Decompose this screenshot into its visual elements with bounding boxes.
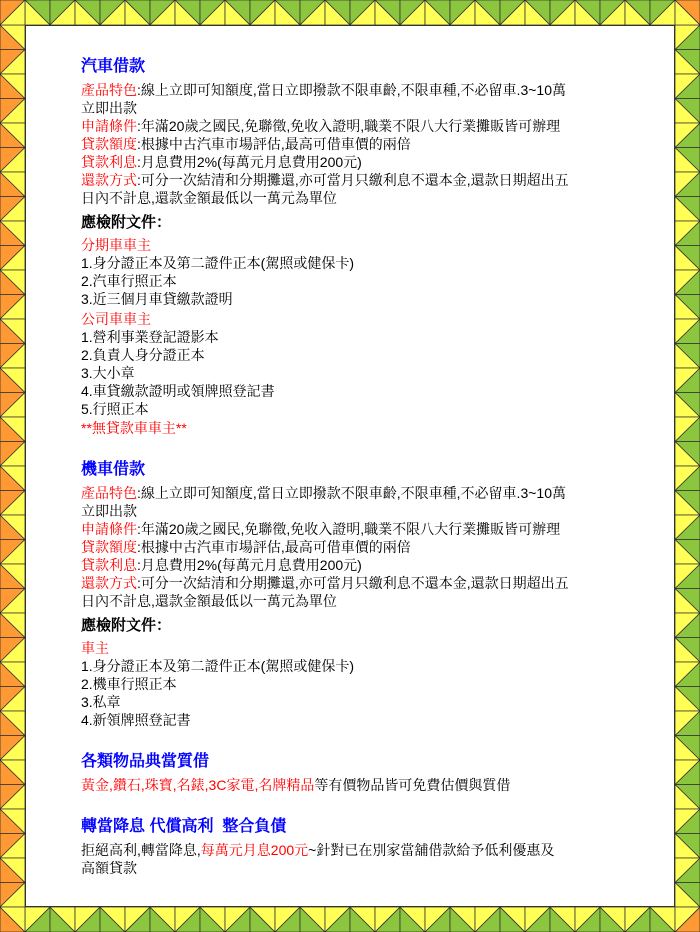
car-loan-section [81, 56, 651, 437]
feature-text: :線上立即可知額度,當日立即撥款不限車齡,不限車種,不必留車.3~10萬 [137, 485, 566, 501]
feature-row [81, 117, 651, 135]
scooter-loan-section [81, 459, 651, 729]
feature-row [81, 135, 651, 153]
feature-row-continued: 立即出款 [81, 503, 137, 519]
debt-consolidation-row [81, 841, 651, 859]
feature-row [81, 556, 651, 574]
feature-row [81, 171, 651, 189]
feature-label: 申請條件 [81, 521, 137, 537]
feature-label: 還款方式 [81, 575, 137, 591]
feature-row [81, 81, 651, 99]
document-item: 1.身分證正本及第二證件正本(駕照或健保卡) [81, 255, 354, 271]
documents-title: 應檢附文件： [81, 617, 172, 634]
feature-row-continued: 日內不計息,還款金額最低以一萬元為單位 [81, 593, 337, 609]
scooter-loan-title: 機車借款 [81, 461, 146, 478]
feature-label: 產品特色 [81, 82, 137, 98]
car-loan-title: 汽車借款 [81, 58, 146, 75]
feature-text: :可分一次結清和分期攤還,亦可當月只繳利息不還本金,還款日期超出五 [137, 172, 569, 188]
feature-row-continued: 日內不計息,還款金額最低以一萬元為單位 [81, 190, 337, 206]
document-item: 4.車貸繳款證明或領牌照登記書 [81, 383, 275, 399]
document-item: 2.汽車行照正本 [81, 273, 177, 289]
feature-row [81, 153, 651, 171]
feature-row [81, 520, 651, 538]
feature-row [81, 484, 651, 502]
document-item: 5.行照正本 [81, 401, 149, 417]
document-item: 2.機車行照正本 [81, 676, 177, 692]
pawn-items-highlight: 黃金,鑽石,珠寶,名錶,3C家電,名牌精品 [81, 777, 315, 793]
pawn-items-row [81, 776, 651, 794]
feature-text: :根據中古汽車市場評估,最高可借車價的兩倍 [137, 136, 411, 152]
feature-text: :月息費用2%(每萬元月息費用200元) [137, 557, 362, 573]
debt-consolidation-title: 轉當降息 代償高利 整合負債 [81, 818, 287, 835]
document-item: 2.負責人身分證正本 [81, 347, 205, 363]
feature-label: 申請條件 [81, 118, 137, 134]
feature-text: :年滿20歲之國民,免聯徵,免收入證明,職業不限八大行業攤販皆可辦理 [137, 118, 561, 134]
pawn-items-section [81, 751, 651, 794]
feature-label: 貸款額度 [81, 539, 137, 555]
debt-text-before: 拒絕高利,轉當降息, [81, 842, 201, 858]
page-content [81, 56, 651, 877]
debt-text-highlight: 每萬元月息200元 [200, 842, 309, 858]
pawn-items-title: 各類物品典當質借 [81, 753, 210, 770]
feature-label: 貸款利息 [81, 557, 137, 573]
document-item: 1.營利事業登記證影本 [81, 329, 219, 345]
document-group-label: 車主 [81, 640, 109, 656]
document-item: 3.私章 [81, 694, 121, 710]
debt-text-after: ~針對已在別家當舖借款給予低利優惠及 [308, 842, 555, 858]
feature-label: 產品特色 [81, 485, 137, 501]
feature-text: :月息費用2%(每萬元月息費用200元) [137, 154, 362, 170]
documents-title: 應檢附文件： [81, 214, 172, 231]
feature-label: 還款方式 [81, 172, 137, 188]
feature-label: 貸款額度 [81, 136, 137, 152]
feature-text: :根據中古汽車市場評估,最高可借車價的兩倍 [137, 539, 411, 555]
feature-text: :線上立即可知額度,當日立即撥款不限車齡,不限車種,不必留車.3~10萬 [137, 82, 566, 98]
document-group-label: 分期車車主 [81, 237, 151, 253]
document-item: 3.近三個月車貸繳款證明 [81, 291, 233, 307]
debt-consolidation-row-continued: 高額貸款 [81, 860, 137, 876]
feature-label: 貸款利息 [81, 154, 137, 170]
document-group-label: **無貸款車車主** [81, 420, 187, 436]
feature-text: :可分一次結清和分期攤還,亦可當月只繳利息不還本金,還款日期超出五 [137, 575, 569, 591]
feature-row [81, 538, 651, 556]
feature-row-continued: 立即出款 [81, 100, 137, 116]
document-item: 4.新領牌照登記書 [81, 712, 191, 728]
document-item: 1.身分證正本及第二證件正本(駕照或健保卡) [81, 658, 354, 674]
debt-consolidation-section [81, 816, 651, 877]
document-item: 3.大小章 [81, 365, 135, 381]
feature-row [81, 574, 651, 592]
pawn-items-text: 等有價物品皆可免費估價與質借 [314, 777, 511, 793]
feature-text: :年滿20歲之國民,免聯徵,免收入證明,職業不限八大行業攤販皆可辦理 [137, 521, 561, 537]
document-group-label: 公司車車主 [81, 311, 151, 327]
